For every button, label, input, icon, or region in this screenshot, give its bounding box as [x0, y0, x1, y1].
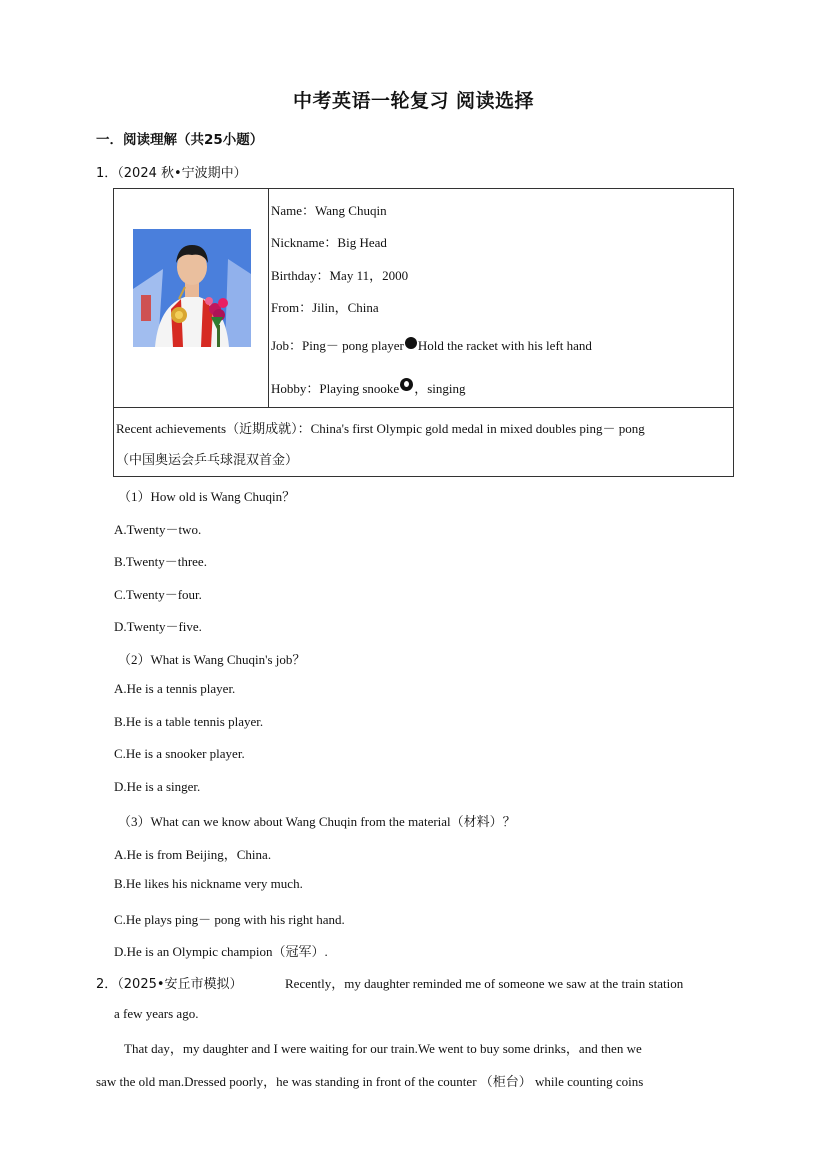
profile-from: From：Jilin，China [271, 300, 379, 315]
passage-line-3: That day，my daughter and I were waiting for our train.We went to buy some drinks，and then we [124, 1041, 642, 1056]
profile-hobby [271, 378, 466, 397]
sub-question-1: （1）How old is Wang Chuqin？ [118, 489, 296, 504]
passage-line-2: a few years ago. [114, 1006, 199, 1021]
option-1b: B.Twenty－three. [114, 554, 207, 569]
option-2c: C.He is a snooker player. [114, 746, 245, 761]
option-2d: D.He is a singer. [114, 779, 201, 794]
profile-hobby-rest: ，singing [414, 381, 466, 396]
question-2-header: 2．（2025•安丘市模拟） [96, 977, 243, 992]
photo-cell [114, 189, 269, 408]
achievements-line-2: （中国奥运会乒乓球混双首金） [116, 452, 299, 467]
ping-pong-ball-icon [405, 337, 417, 349]
achievements-line-1: Recent achievements（近期成就）：China's first Olympic gold medal in mixed doubles ping－ pong [116, 421, 645, 436]
option-1a: A.Twenty－two. [114, 522, 202, 537]
passage-line-1: Recently，my daughter reminded me of someone we saw at the train station [285, 976, 684, 991]
option-1c: C.Twenty－four. [114, 587, 202, 602]
profile-hobby-label: Hobby：Playing snooke [271, 381, 400, 396]
option-1d: D.Twenty－five. [114, 619, 202, 634]
question-1-header: 1．（2024 秋•宁波期中） [96, 166, 247, 181]
option-2a: A.He is a tennis player. [114, 681, 236, 696]
profile-job [271, 335, 592, 354]
passage-line-4: saw the old man.Dressed poorly，he was standing in front of the counter （柜台） while counting coins [96, 1074, 644, 1089]
profile-nickname: Nickname：Big Head [271, 235, 387, 250]
profile-name: Name：Wang Chuqin [271, 203, 387, 218]
sub-question-2: （2）What is Wang Chuqin's job？ [118, 652, 306, 667]
athlete-photo-illustration [133, 229, 251, 347]
profile-birthday: Birthday：May 11，2000 [271, 268, 409, 283]
option-3b: B.He likes his nickname very much. [114, 876, 303, 891]
option-3c: C.He plays ping－ pong with his right hand. [114, 912, 345, 927]
profile-job-hand: Hold the racket with his left hand [417, 338, 592, 353]
profile-job-label: Job：Ping－ pong player [271, 338, 404, 353]
option-2b: B.He is a table tennis player. [114, 714, 264, 729]
sub-question-3: （3）What can we know about Wang Chuqin from the material（材料）？ [118, 814, 516, 829]
page-title: 中考英语一轮复习 阅读选择 [292, 90, 535, 112]
profile-table [113, 188, 734, 477]
athlete-photo [133, 229, 251, 347]
option-3a: A.He is from Beijing，China. [114, 847, 272, 862]
option-3d: D.He is an Olympic champion（冠军）. [114, 944, 328, 959]
achievements-cell [114, 408, 734, 477]
section-heading: 一．阅读理解（共25小题） [96, 132, 264, 148]
profile-info-cell [269, 189, 734, 408]
snooker-ball-icon [400, 378, 413, 391]
